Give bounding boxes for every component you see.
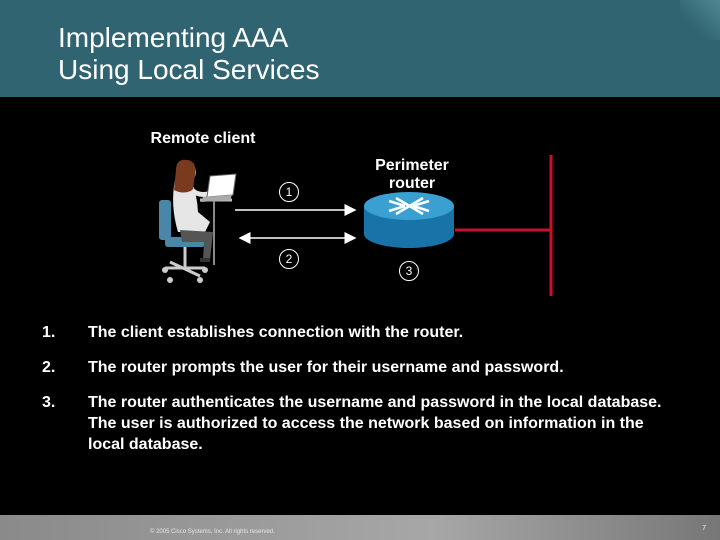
step-number: 3.: [42, 394, 56, 411]
marker-2: 2: [279, 249, 299, 269]
router-label-line-1: Perimeter: [375, 157, 449, 174]
copyright-text: © 2005 Cisco Systems, Inc. All rights reserved.: [150, 529, 275, 535]
step-number: 1.: [42, 324, 56, 341]
step-item: [42, 357, 662, 378]
step-item: [42, 322, 662, 343]
router-icon: [364, 192, 454, 248]
title-line-1: Implementing AAA: [58, 22, 289, 53]
page-number: 7: [702, 525, 706, 532]
marker-1: 1: [279, 182, 299, 202]
step-item: [42, 392, 662, 455]
step-text: The router authenticates the username and password in the local database. The user is authorized to access the network based on information in the local database.: [88, 394, 662, 453]
perimeter-router-label: [352, 157, 472, 193]
remote-client-icon: [159, 160, 236, 283]
step-text: The client establishes connection with the router.: [88, 324, 464, 341]
steps-list: [42, 322, 662, 469]
router-label-line-2: router: [388, 175, 436, 192]
marker-3: 3: [399, 261, 419, 281]
step-text: The router prompts the user for their username and password.: [88, 359, 564, 376]
footer-bar: [0, 515, 720, 540]
title-line-2: Using Local Services: [58, 54, 320, 85]
remote-client-label: Remote client: [150, 130, 256, 147]
step-number: 2.: [42, 359, 56, 376]
